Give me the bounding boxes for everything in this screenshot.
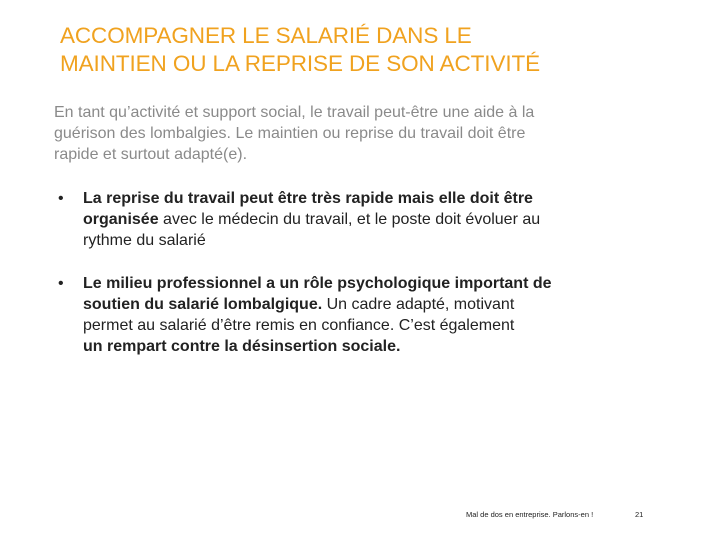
slide-title <box>60 22 680 78</box>
bullet-line: La reprise du travail peut être très rapide mais elle doit être <box>83 190 533 207</box>
bullet-list <box>58 188 678 357</box>
bullet-item-professional-environment <box>58 273 678 357</box>
bullet-line: permet au salarié d’être remis en confiance. C’est également <box>83 317 515 334</box>
page-number: 21 <box>635 510 644 519</box>
intro-line: rapide et surtout adapté(e). <box>54 146 248 163</box>
intro-line: guérison des lombalgies. Le maintien ou reprise du travail doit être <box>54 125 526 142</box>
bullet-text: avec le médecin du travail, et le poste doit évoluer au <box>158 211 541 228</box>
bullet-bold-text: soutien du salarié lombalgique. <box>83 296 323 313</box>
bullet-line <box>83 209 678 230</box>
bullet-line: un rempart contre la désinsertion sociale. <box>83 338 401 355</box>
bullet-bold-text: organisée <box>83 211 159 228</box>
footer-text: Mal de dos en entreprise. Parlons-en ! <box>466 510 594 519</box>
bullet-line <box>83 294 678 315</box>
bullet-line: rythme du salarié <box>83 232 206 249</box>
intro-line: En tant qu’activité et support social, le travail peut-être une aide à la <box>54 104 535 121</box>
title-line: MAINTIEN OU LA REPRISE DE SON ACTIVITÉ <box>60 51 541 76</box>
bullet-line: Le milieu professionnel a un rôle psychologique important de <box>83 275 552 292</box>
intro-paragraph <box>54 102 654 165</box>
bullet-marker: • <box>58 190 64 207</box>
bullet-marker: • <box>58 275 64 292</box>
title-line: ACCOMPAGNER LE SALARIÉ DANS LE <box>60 23 472 48</box>
bullet-item-work-return <box>58 188 678 251</box>
bullet-text: Un cadre adapté, motivant <box>322 296 515 313</box>
